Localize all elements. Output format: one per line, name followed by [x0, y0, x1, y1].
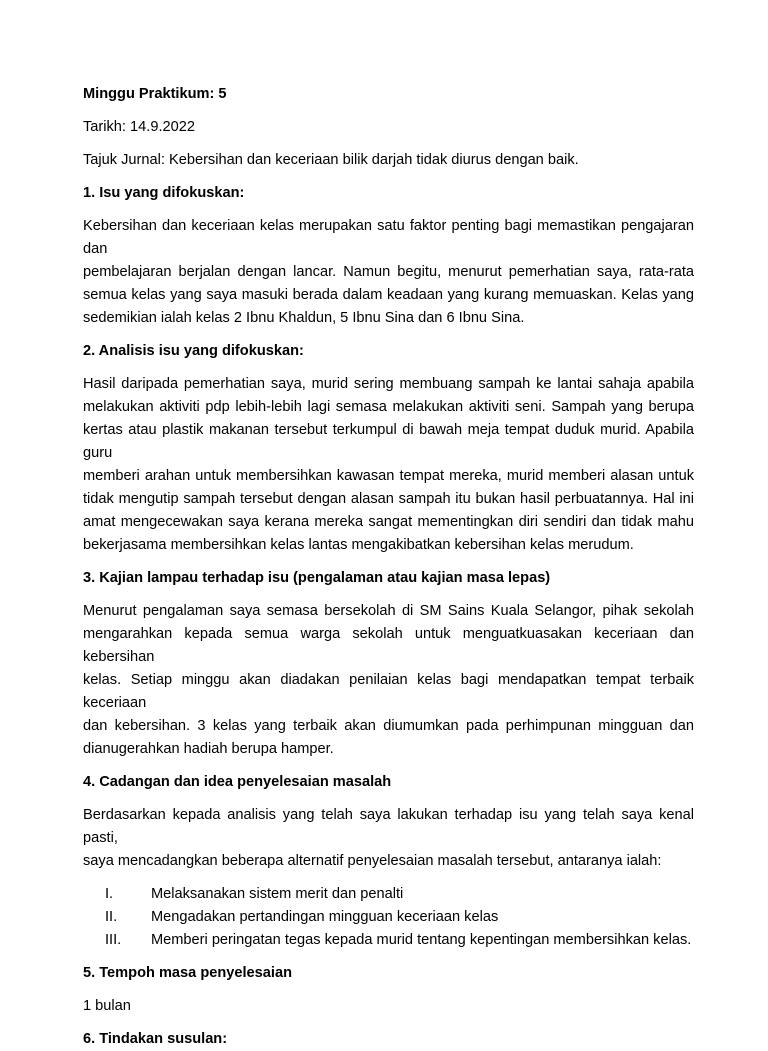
list-text: Memberi peringatan tegas kepada murid tentang kepentingan membersihkan kelas. — [151, 932, 692, 948]
paragraph-line: Menurut pengalaman saya semasa bersekolah di SM Sains Kuala Selangor, pihak sekolah — [83, 603, 694, 619]
paragraph-line: dan kebersihan. 3 kelas yang terbaik akan diumumkan pada perhimpunan mingguan dan — [83, 718, 694, 734]
paragraph-line: melakukan aktiviti pdp lebih-lebih lagi semasa melakukan aktiviti seni. Sampah yang berupa — [83, 399, 694, 415]
list-number: III. — [105, 932, 122, 948]
solution-list — [83, 883, 694, 952]
section-body-4 — [83, 804, 694, 873]
document-page — [83, 83, 694, 1051]
paragraph-line: Berdasarkan kepada analisis yang telah saya lakukan terhadap isu yang telah saya kenal pasti, — [83, 807, 694, 846]
paragraph-line: tidak mengutip sampah tersebut dengan alasan sampah itu bukan hasil perbuatannya. Hal ini — [83, 491, 694, 507]
section-heading-4: 4. Cadangan dan idea penyelesaian masalah — [83, 774, 392, 790]
week-label: Minggu Praktikum: 5 — [83, 86, 227, 102]
duration-value: 1 bulan — [83, 998, 131, 1014]
section-heading-1: 1. Isu yang difokuskan: — [83, 185, 245, 201]
section-body-1 — [83, 215, 694, 330]
list-text: Mengadakan pertandingan mingguan keceriaan kelas — [151, 909, 499, 925]
list-item — [83, 883, 694, 906]
paragraph-line: Hasil daripada pemerhatian saya, murid sering membuang sampah ke lantai sahaja apabila — [83, 376, 694, 392]
list-item — [83, 906, 694, 929]
section-heading-2: 2. Analisis isu yang difokuskan: — [83, 343, 304, 359]
paragraph-line: memberi arahan untuk membersihkan kawasan tempat mereka, murid memberi alasan untuk — [83, 468, 694, 484]
paragraph-line: Kebersihan dan keceriaan kelas merupakan satu faktor penting bagi memastikan pengajaran dan — [83, 218, 694, 257]
list-text: Melaksanakan sistem merit dan penalti — [151, 886, 404, 902]
section-heading-6: 6. Tindakan susulan: — [83, 1031, 228, 1047]
paragraph-line: pembelajaran berjalan dengan lancar. Namun begitu, menurut pemerhatian saya, rata-rata — [83, 264, 694, 280]
section-body-2 — [83, 373, 694, 557]
section-heading-3: 3. Kajian lampau terhadap isu (pengalaman atau kajian masa lepas) — [83, 570, 551, 586]
paragraph-line: mengarahkan kepada semua warga sekolah untuk menguatkuasakan keceriaan dan kebersihan — [83, 626, 694, 665]
list-number: II. — [105, 909, 118, 925]
section-body-3 — [83, 600, 694, 761]
date-label: Tarikh: 14.9.2022 — [83, 119, 195, 135]
paragraph-line: semua kelas yang saya masuki berada dalam keadaan yang kurang memuaskan. Kelas yang — [83, 287, 694, 303]
paragraph-line: bekerjasama membersihkan kelas lantas mengakibatkan kebersihan kelas merudum. — [83, 537, 634, 553]
list-number: I. — [105, 886, 114, 902]
paragraph-line: kelas. Setiap minggu akan diadakan penilaian kelas bagi mendapatkan tempat terbaik keceriaan — [83, 672, 694, 711]
paragraph-line: dianugerahkan hadiah berupa hamper. — [83, 741, 334, 757]
list-item — [83, 929, 694, 952]
section-heading-5: 5. Tempoh masa penyelesaian — [83, 965, 292, 981]
journal-title: Tajuk Jurnal: Kebersihan dan keceriaan bilik darjah tidak diurus dengan baik. — [83, 152, 579, 168]
paragraph-line: amat mengecewakan saya kerana mereka sangat mementingkan diri sendiri dan tidak mahu — [83, 514, 694, 530]
paragraph-line: saya mencadangkan beberapa alternatif penyelesaian masalah tersebut, antaranya ialah: — [83, 853, 662, 869]
paragraph-line: sedemikian ialah kelas 2 Ibnu Khaldun, 5 Ibnu Sina dan 6 Ibnu Sina. — [83, 310, 525, 326]
paragraph-line: kertas atau plastik makanan tersebut terkumpul di bawah meja tempat duduk murid. Apabila guru — [83, 422, 694, 461]
